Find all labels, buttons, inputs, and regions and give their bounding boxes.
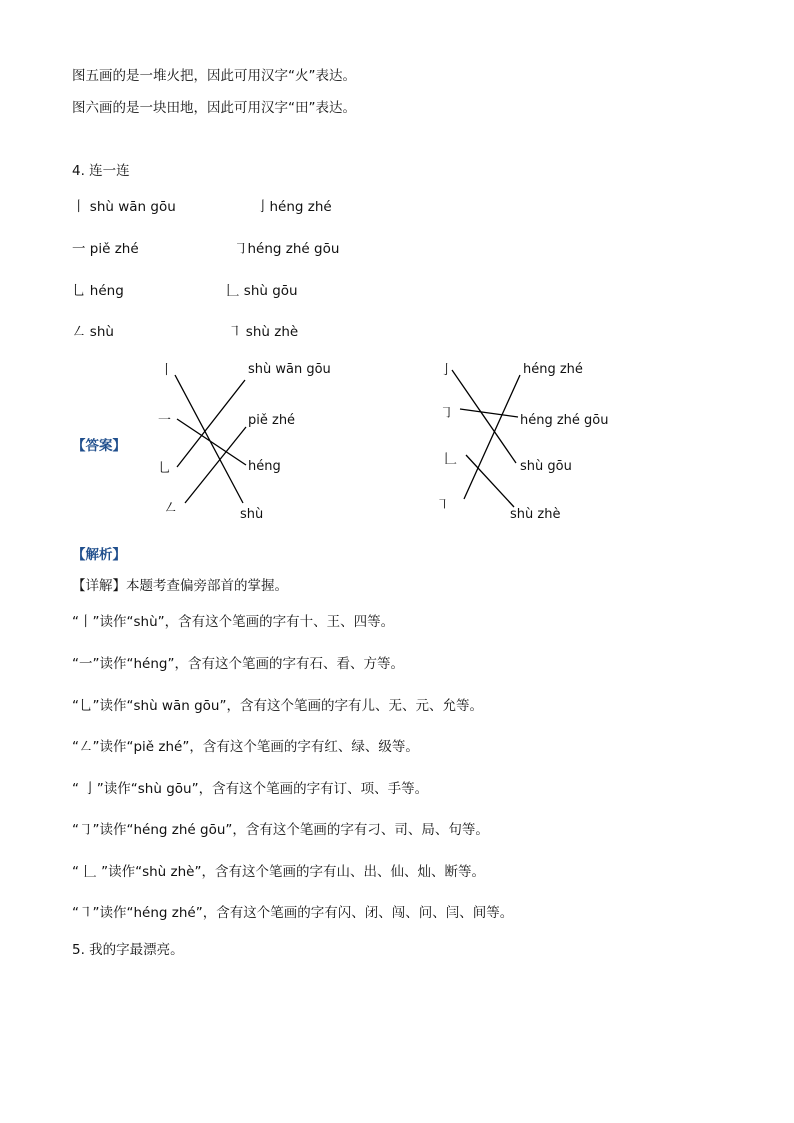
analysis-line-7: “ 𠃊 ”读作“shù zhè”，含有这个笔画的字有山、出、仙、灿、断等。 (72, 864, 485, 880)
left-link-1 (175, 375, 243, 503)
q4-row-4-left: ㇜ shù (72, 324, 114, 340)
left-link-2 (177, 419, 246, 465)
right-pinyin-4: shù zhè (510, 507, 561, 522)
right-stroke-1: 亅 (440, 363, 454, 378)
intro-line-1: 图五画的是一堆火把，因此可用汉字“火”表达。 (72, 68, 356, 84)
analysis-line-1: “丨”读作“shù”，含有这个笔画的字有十、王、四等。 (72, 614, 395, 630)
left-pinyin-2: piě zhé (248, 413, 296, 428)
left-stroke-3: 乚 (158, 461, 172, 476)
q4-row-4-right: ㇕ shù zhè (228, 324, 299, 340)
left-stroke-4: ㇜ (164, 501, 178, 516)
q4-row-2-left: 一 piě zhé (72, 241, 139, 257)
analysis-line-2: “一”读作“héng”，含有这个笔画的字有石、看、方等。 (72, 656, 404, 672)
right-pinyin-3: shù gōu (520, 459, 572, 474)
analysis-line-5: “ 亅”读作“shù gōu”，含有这个笔画的字有订、项、手等。 (72, 781, 429, 797)
right-pinyin-2: héng zhé gōu (520, 413, 609, 428)
intro-line-2: 图六画的是一块田地，因此可用汉字“田”表达。 (72, 100, 356, 116)
left-matching-diagram (140, 355, 380, 530)
right-matching-diagram (430, 355, 660, 530)
left-pinyin-4: shù (240, 507, 264, 522)
analysis-line-6: “㇆”读作“héng zhé gōu”，含有这个笔画的字有刁、司、局、句等。 (72, 822, 489, 838)
q4-row-1-right: 亅héng zhé (256, 199, 332, 215)
left-pinyin-3: héng (248, 459, 281, 474)
right-link-2 (460, 409, 518, 417)
left-stroke-1: 丨 (160, 363, 174, 378)
q4-row-2-right: ㇆héng zhé gōu (234, 241, 340, 257)
right-link-4 (464, 375, 520, 499)
analysis-line-3: “乚”读作“shù wān gōu”，含有这个笔画的字有儿、无、元、允等。 (72, 698, 483, 714)
right-pinyin-1: héng zhé (523, 362, 583, 377)
analysis-label: 【解析】 (72, 547, 126, 563)
right-link-1 (452, 370, 516, 463)
right-link-3 (466, 455, 514, 507)
left-stroke-2: 一 (158, 413, 172, 428)
right-stroke-2: ㇆ (440, 406, 454, 421)
question-4-title: 4. 连一连 (72, 163, 130, 179)
right-stroke-4: ㇕ (436, 498, 450, 513)
analysis-line-4: “㇜”读作“piě zhé”，含有这个笔画的字有红、绿、级等。 (72, 739, 419, 755)
left-pinyin-1: shù wān gōu (248, 362, 331, 377)
analysis-detail: 【详解】本题考查偏旁部首的掌握。 (72, 578, 288, 594)
question-5-title: 5. 我的字最漂亮。 (72, 942, 184, 958)
answer-label: 【答案】 (72, 438, 126, 454)
q4-row-3-right: 𠃊 shù gōu (226, 283, 298, 299)
q4-row-1-left: 丨 shù wān gōu (72, 199, 176, 215)
analysis-line-8: “㇕”读作“héng zhé”，含有这个笔画的字有闪、闭、闯、问、闫、间等。 (72, 905, 514, 921)
q4-row-3-left: 乚 héng (72, 283, 124, 299)
left-link-3 (177, 380, 245, 467)
right-stroke-3: 𠃊 (444, 452, 458, 467)
